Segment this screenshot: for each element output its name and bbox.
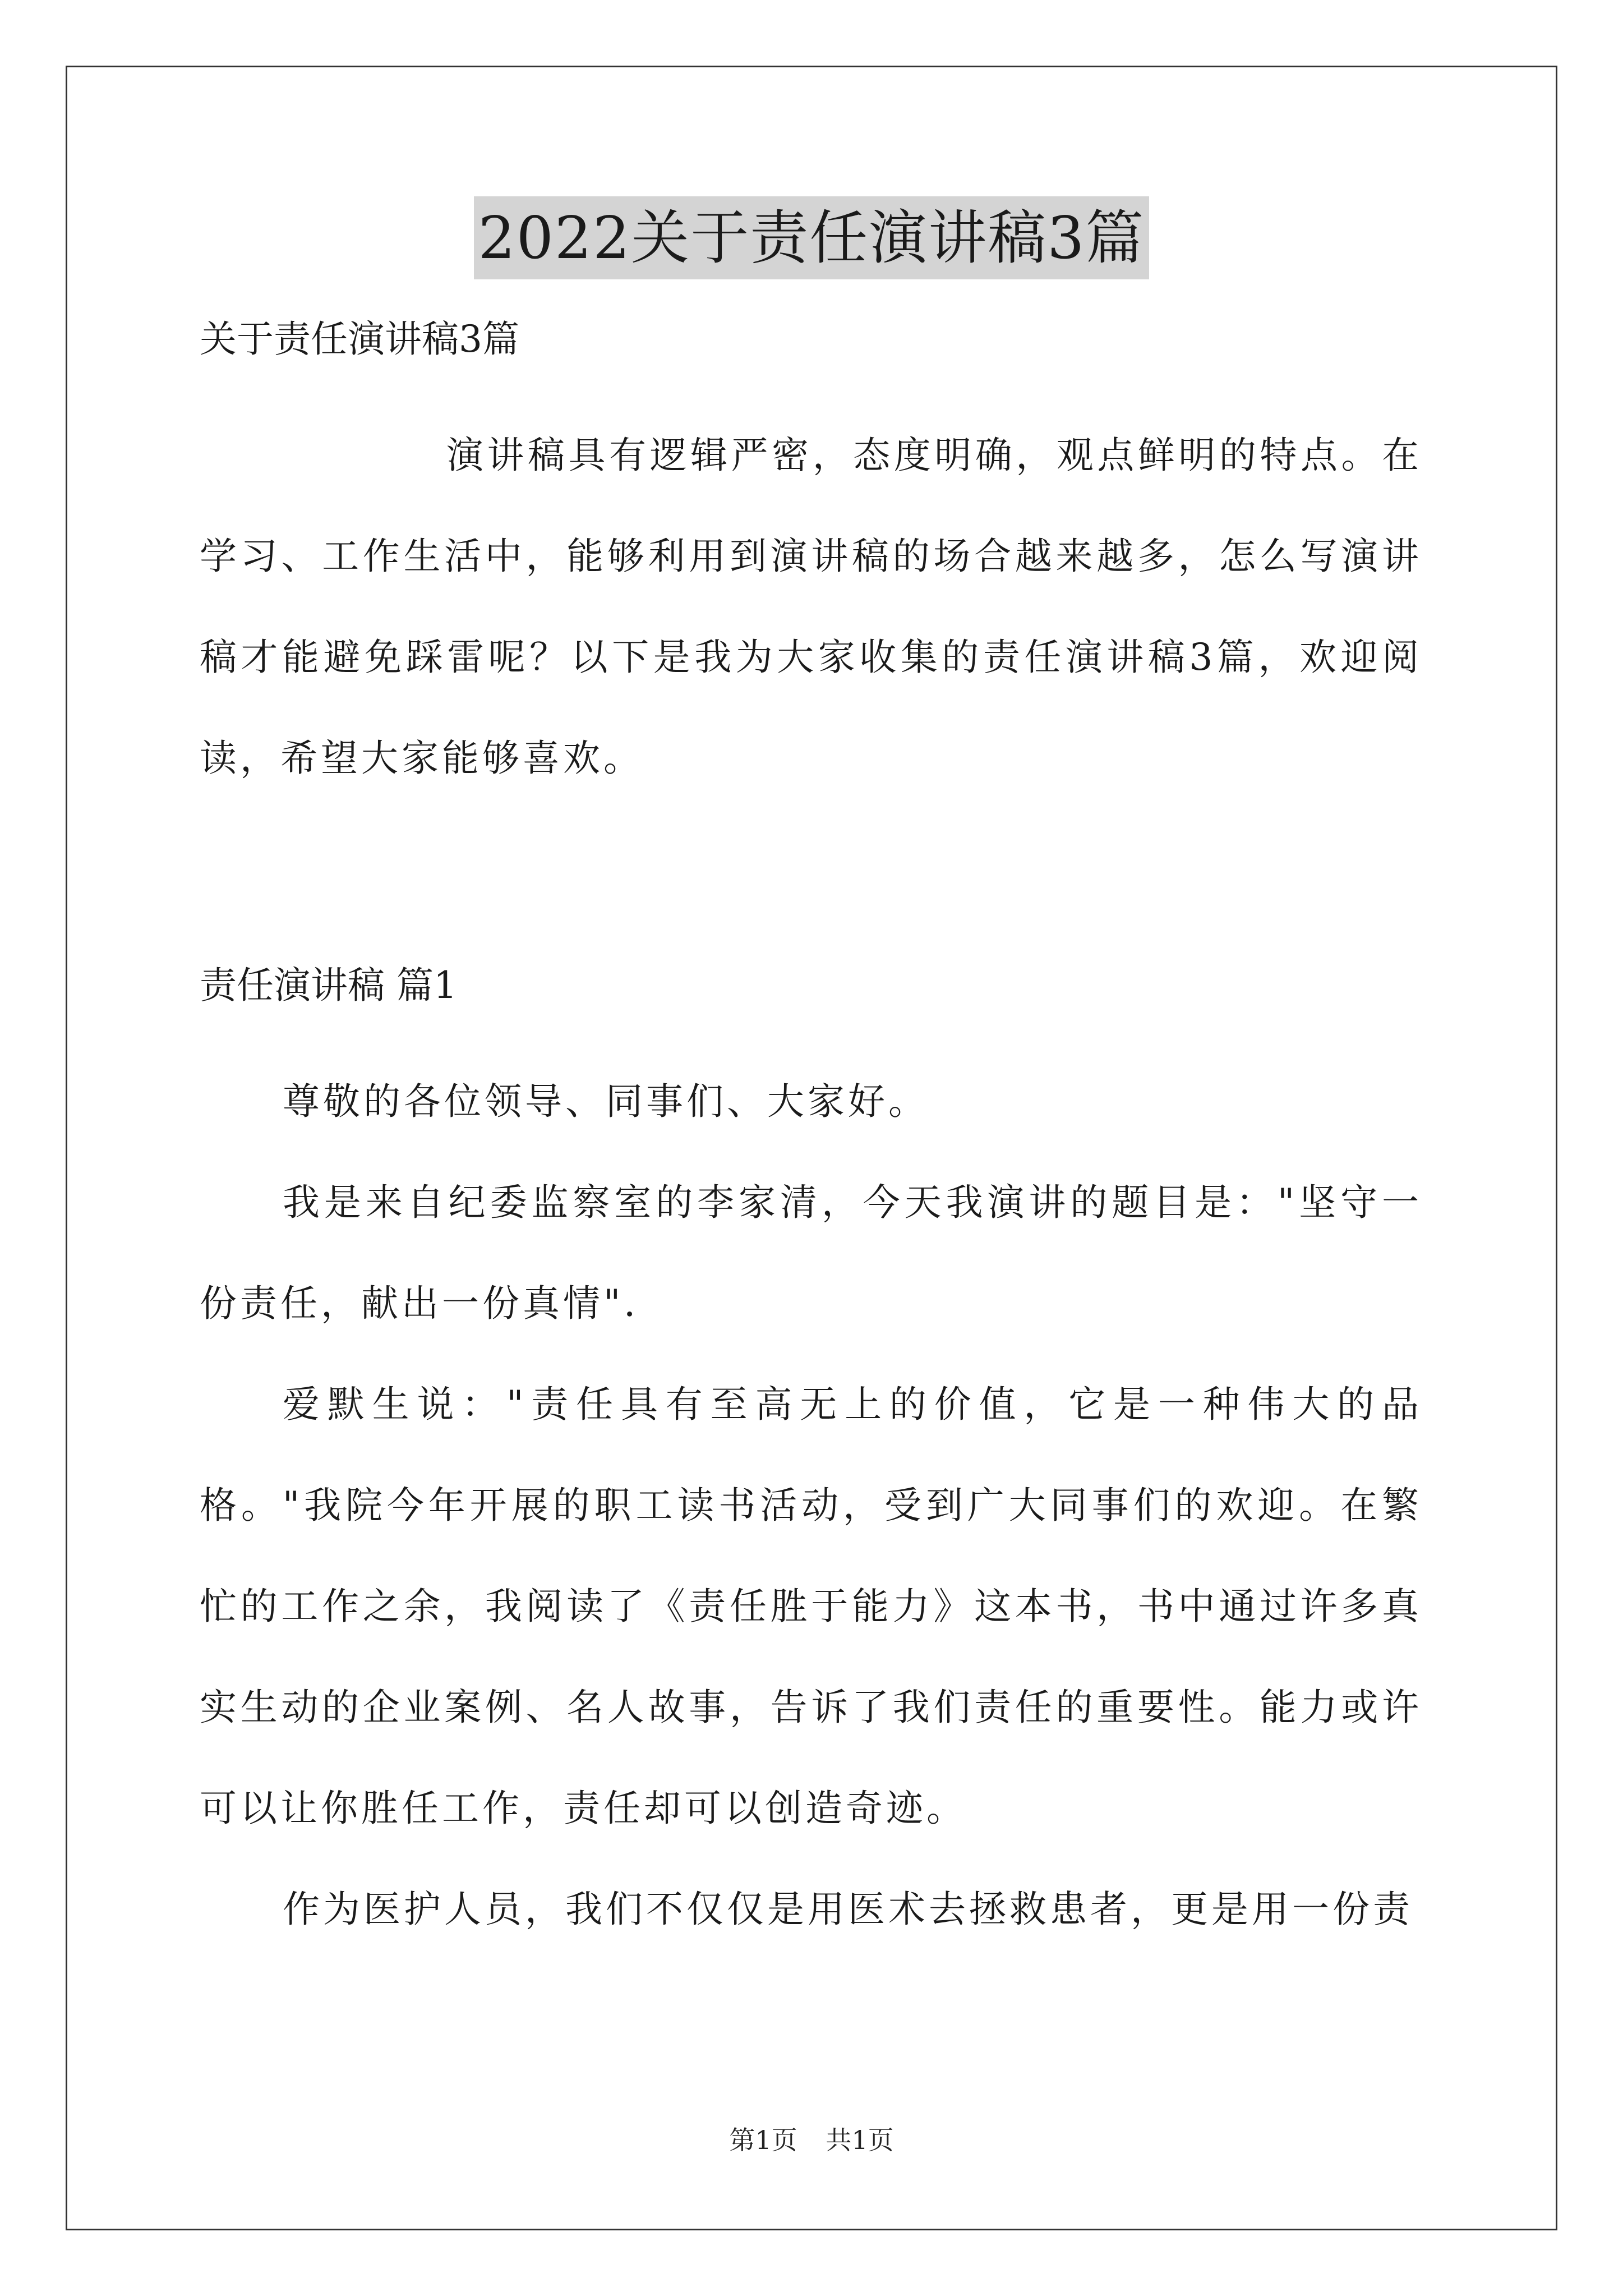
page-footer <box>0 2123 1623 2157</box>
body-paragraph: 作为医护人员，我们不仅仅是用医术去拯救患者，更是用一份责 <box>283 1888 1413 1931</box>
body-paragraph: 尊敬的各位领导、同事们、大家好。 <box>283 1080 929 1123</box>
title-container <box>0 196 1623 279</box>
body-paragraph: 我是来自纪委监察室的李家清，今天我演讲的题目是："坚守一份责任，献出一份真情"． <box>200 1181 1422 1325</box>
intro-paragraph: 演讲稿具有逻辑严密，态度明确，观点鲜明的特点。在学习、工作生活中，能够利用到演讲稿的场合越来越多，怎么写演讲稿才能避免踩雷呢？以下是我为大家收集的责任演讲稿3篇，欢迎阅读，希望大家能够喜欢。 <box>200 434 1422 780</box>
section-heading: 责任演讲稿 篇1 <box>200 964 457 1007</box>
page-total: 共1页 <box>826 2125 894 2155</box>
body-paragraph: 爱默生说："责任具有至高无上的价值，它是一种伟大的品格。"我院今年开展的职工读书活动，受到广大同事们的欢迎。在繁忙的工作之余，我阅读了《责任胜于能力》这本书，书中通过许多真实生动的企业案例、名人故事，告诉了我们责任的重要性。能力或许可以让你胜任工作，责任却可以创造奇迹。 <box>200 1383 1422 1830</box>
document-subtitle: 关于责任演讲稿3篇 <box>200 318 519 361</box>
page-number: 第1页 <box>729 2125 797 2155</box>
document-body <box>200 314 1422 1960</box>
document-title: 2022关于责任演讲稿3篇 <box>474 196 1150 279</box>
